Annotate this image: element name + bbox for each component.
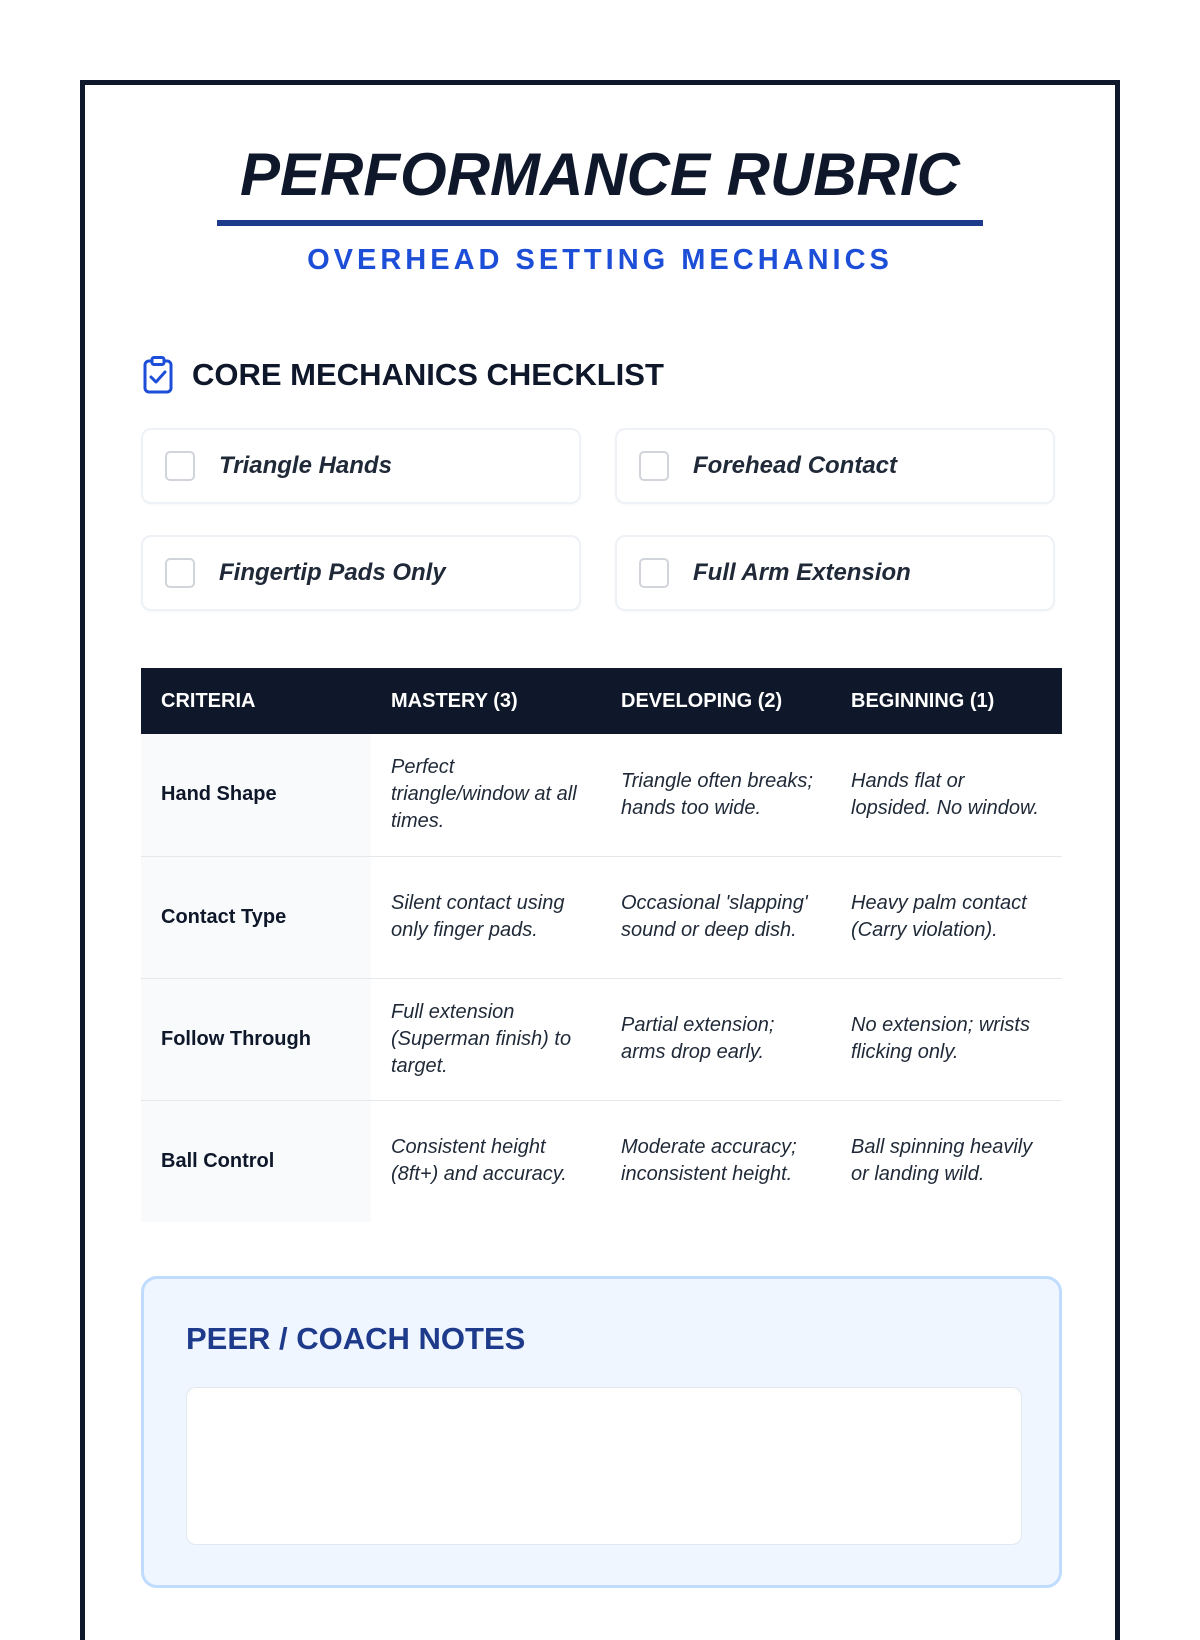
column-header-criteria: CRITERIA: [141, 668, 371, 734]
column-header-mastery: MASTERY (3): [371, 668, 601, 734]
checklist-item-label: Full Arm Extension: [693, 559, 911, 586]
rubric-table: [141, 668, 1062, 1222]
title-underline: [217, 220, 983, 226]
column-header-beginning: BEGINNING (1): [831, 668, 1062, 734]
beginning-cell: Heavy palm contact (Carry violation).: [831, 856, 1062, 978]
checklist-item-triangle-hands[interactable]: [141, 428, 581, 504]
checkbox[interactable]: [639, 451, 669, 481]
beginning-cell: No extension; wrists flicking only.: [831, 978, 1062, 1100]
criteria-cell: Follow Through: [141, 978, 371, 1100]
table-row: [141, 1100, 1062, 1222]
beginning-cell: Hands flat or lopsided. No window.: [831, 734, 1062, 856]
checklist-item-forehead-contact[interactable]: [615, 428, 1055, 504]
checklist-item-label: Fingertip Pads Only: [219, 559, 446, 586]
mastery-cell: Consistent height (8ft+) and accuracy.: [391, 1136, 567, 1186]
beginning-cell: Ball spinning heavily or landing wild.: [851, 1136, 1033, 1186]
table-row: [141, 734, 1062, 856]
notes-panel: [141, 1276, 1062, 1588]
notes-textarea[interactable]: [186, 1387, 1022, 1545]
table-row: [141, 978, 1062, 1100]
developing-cell: Moderate accuracy; inconsistent height.: [621, 1136, 797, 1186]
criteria-cell: Ball Control: [141, 1100, 371, 1222]
checklist-item-label: Forehead Contact: [693, 452, 898, 479]
checklist-item-full-arm-extension[interactable]: [615, 535, 1055, 611]
checklist-title: CORE MECHANICS CHECKLIST: [192, 357, 664, 392]
checkbox[interactable]: [165, 451, 195, 481]
mastery-cell: Perfect triangle/window at all times.: [371, 734, 601, 856]
developing-cell: Partial extension; arms drop early.: [601, 978, 831, 1100]
table-header-row: [141, 668, 1062, 734]
checklist-item-label: Triangle Hands: [219, 452, 392, 479]
checkbox[interactable]: [165, 558, 195, 588]
criteria-cell: Contact Type: [141, 856, 371, 978]
notes-title: PEER / COACH NOTES: [186, 1321, 526, 1356]
developing-cell: Occasional 'slapping' sound or deep dish.: [601, 856, 831, 978]
table-row: [141, 856, 1062, 978]
mastery-cell: Silent contact using only finger pads.: [371, 856, 601, 978]
page-subtitle: OVERHEAD SETTING MECHANICS: [307, 244, 893, 276]
mastery-cell: Full extension (Superman finish) to target.: [371, 978, 601, 1100]
checklist-header: [142, 356, 664, 394]
developing-cell: Triangle often breaks; hands too wide.: [601, 734, 831, 856]
page-title: PERFORMANCE RUBRIC: [240, 141, 960, 208]
checkbox[interactable]: [639, 558, 669, 588]
checklist-item-fingertip-pads-only[interactable]: [141, 535, 581, 611]
column-header-developing: DEVELOPING (2): [601, 668, 831, 734]
clipboard-check-icon: [142, 356, 174, 394]
criteria-cell: Hand Shape: [141, 734, 371, 856]
